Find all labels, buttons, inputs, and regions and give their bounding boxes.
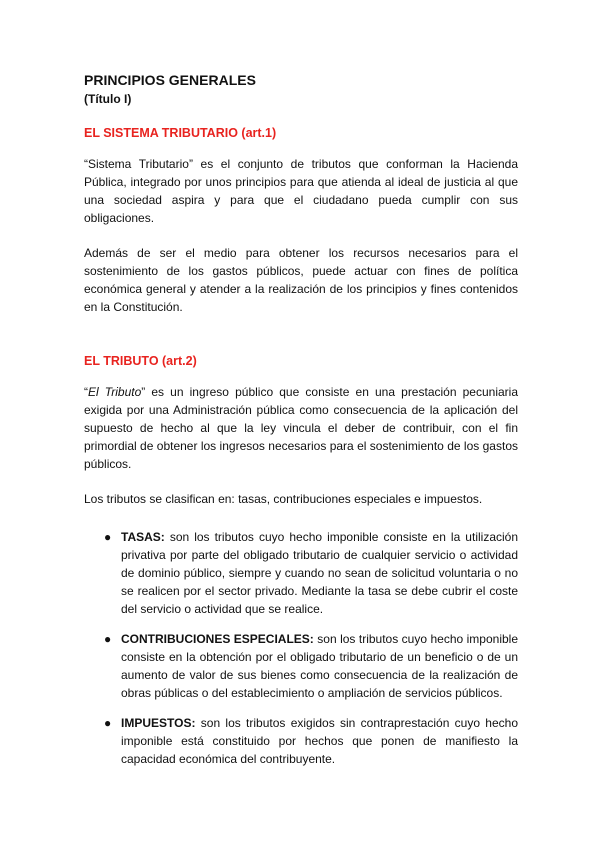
tributo-definition-text: ” es un ingreso público que consiste en una prestación pecuniaria exigida por una Administración pública como consecuencia de la aplicación del supuesto de hecho al que la ley vincula el deber de contribuir, con el fin primordial de obtener los ingresos necesarios para el sostenimiento de los gastos públicos. bbox=[84, 385, 518, 471]
list-item-text: son los tributos exigidos sin contraprestación cuyo hecho imponible está constituido por hechos que ponen de manifiesto la capacidad económica del contribuyente. bbox=[121, 716, 518, 766]
list-item-term: CONTRIBUCIONES ESPECIALES: bbox=[121, 632, 314, 646]
tributo-types-list bbox=[84, 528, 518, 768]
list-item-impuestos bbox=[84, 714, 518, 768]
list-item-contribuciones bbox=[84, 630, 518, 702]
paragraph-tributo-classification: Los tributos se clasifican en: tasas, contribuciones especiales e impuestos. bbox=[84, 492, 483, 506]
paragraph-sistema-purpose: Además de ser el medio para obtener los recursos necesarios para el sostenimiento de los gastos públicos, puede actuar con fines de política económica general y atender a la realización de los principios y fines contenidos en la Constitución. bbox=[84, 246, 518, 314]
bullet-icon: ● bbox=[104, 716, 112, 730]
section-heading-sistema-tributario: EL SISTEMA TRIBUTARIO (art.1) bbox=[84, 126, 277, 140]
page-subtitle: (Título I) bbox=[84, 92, 132, 106]
paragraph-sistema-definition: “Sistema Tributario” es el conjunto de tributos que conforman la Hacienda Pública, integrado por unos principios para que atienda al ideal de justicia al que una sociedad aspira y para que el ciudadano pueda cumplir con sus obligaciones. bbox=[84, 157, 518, 225]
page-title: PRINCIPIOS GENERALES bbox=[84, 72, 256, 88]
list-item-text: son los tributos cuyo hecho imponible consiste en la utilización privativa por parte del obligado tributario de cualquier servicio o actividad de dominio público, siempre y cuando no sean de solicitud voluntaria o no se realicen por el sector privado. Mediante la tasa se debe cubrir el coste del servicio o actividad que se realice. bbox=[121, 530, 518, 616]
paragraph-tributo-definition bbox=[84, 383, 518, 473]
bullet-icon: ● bbox=[104, 530, 112, 544]
open-quote: “ bbox=[84, 385, 88, 399]
list-item-term: IMPUESTOS: bbox=[121, 716, 196, 730]
section-heading-tributo: EL TRIBUTO (art.2) bbox=[84, 354, 197, 368]
list-item-text: son los tributos cuyo hecho imponible consiste en la obtención por el obligado tributario de un beneficio o de un aumento de valor de sus bienes como consecuencia de la realización de obras públicas o del establecimiento o ampliación de servicios públicos. bbox=[121, 632, 518, 700]
list-item-tasas bbox=[84, 528, 518, 618]
list-item-term: TASAS: bbox=[121, 530, 165, 544]
tributo-term: El Tributo bbox=[88, 385, 142, 399]
bullet-icon: ● bbox=[104, 632, 112, 646]
